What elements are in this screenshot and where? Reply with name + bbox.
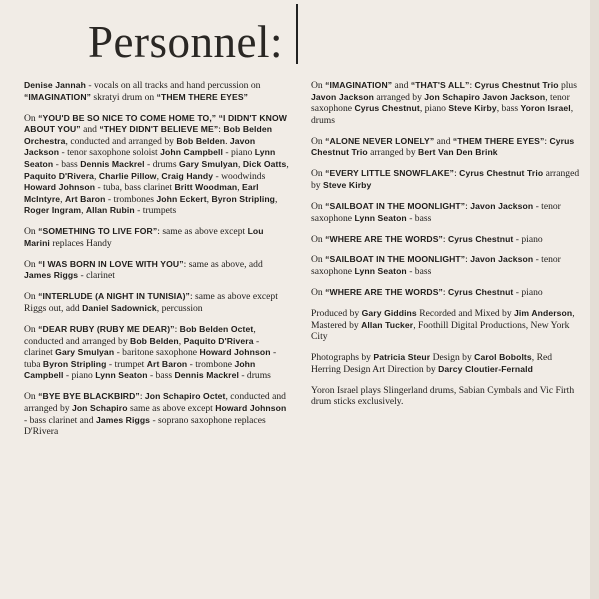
credit-name: “BYE BYE BLACKBIRD”: [38, 391, 140, 402]
credit-text: On: [311, 287, 326, 299]
credit-text: On: [24, 258, 39, 270]
credit-name: James Riggs: [95, 414, 151, 425]
credit-text: - trumpets: [134, 205, 177, 217]
credit-name: “SAILBOAT IN THE MOONLIGHT”: [325, 200, 466, 211]
credit-text: On: [311, 233, 326, 245]
credit-name: John Campbell: [160, 147, 224, 158]
credit-name: Allan Tucker: [361, 319, 414, 330]
credit-text: , bass: [496, 103, 521, 115]
credit-text: On: [24, 291, 39, 303]
credit-text: :: [139, 391, 145, 403]
credit-paragraph: [311, 201, 583, 224]
credit-text: - bass clarinet and: [24, 414, 96, 426]
credit-name: Allan Rubin: [85, 205, 135, 216]
credit-text: Photographs by: [311, 352, 374, 364]
credit-text: - piano: [63, 370, 96, 382]
credit-name: Bert Van Den Brink: [418, 147, 498, 158]
credit-name: Earl McIntyre: [24, 182, 259, 204]
credit-text: Yoron Israel plays Slingerland drums, Sabian Cymbals and Vic Firth drum sticks exclusively.: [311, 384, 575, 408]
credit-text: ,: [178, 335, 184, 347]
credit-text: ,: [286, 158, 289, 170]
credit-text: On: [24, 391, 39, 403]
credit-text: On: [311, 80, 326, 91]
credit-text: and: [80, 124, 100, 136]
credit-text: ,: [156, 170, 162, 182]
credit-text: ,: [275, 193, 278, 205]
credit-name: Javon Jackson: [24, 135, 256, 158]
credit-paragraph: [24, 80, 290, 103]
credit-paragraph: [311, 385, 583, 408]
credit-text: On: [24, 226, 39, 238]
credit-name: Art Baron: [64, 193, 106, 204]
credit-name: Patricia Steur: [373, 352, 431, 363]
credit-name: Yoron Israel: [520, 103, 571, 114]
credit-text: On: [24, 112, 39, 124]
credit-text: :: [454, 168, 460, 180]
credit-name: “SAILBOAT IN THE MOONLIGHT”: [325, 254, 466, 265]
credit-text: , Foothill Digital Productions, New York City: [311, 319, 570, 343]
credit-text: - drums: [238, 370, 271, 382]
credit-name: Roger Ingram: [24, 205, 82, 216]
credit-text: :: [442, 233, 448, 245]
credit-text: , percussion: [156, 303, 203, 315]
credit-text: :: [469, 80, 475, 91]
credit-text: , conducted and arranged by: [24, 391, 286, 414]
credit-name: Charlie Pillow: [98, 170, 157, 181]
credit-name: Art Baron: [146, 358, 188, 369]
credit-text: , conducted and arranged by: [24, 324, 256, 347]
credit-text: - tuba, bass clarinet: [95, 182, 175, 194]
credit-text: - piano: [513, 287, 543, 299]
credit-text: - vocals on all tracks and hand percussion on: [85, 80, 261, 91]
credit-text: arranged by: [311, 168, 580, 191]
credit-text: ,: [94, 170, 99, 182]
credit-name: Paquito D'Rivera: [24, 170, 95, 181]
credit-name: “WHERE ARE THE WORDS”: [325, 233, 443, 244]
credit-text: Recorded and Mixed by: [416, 308, 515, 320]
credit-name: “THEM THERE EYES”: [156, 91, 249, 102]
credit-text: , tenor saxophone: [311, 91, 570, 115]
credit-name: Paquito D'Rivera: [183, 335, 254, 346]
credit-text: ,: [81, 205, 86, 217]
credit-text: - baritone saxophone: [114, 347, 200, 359]
credit-name: “I WAS BORN IN LOVE WITH YOU”: [38, 258, 184, 269]
credit-name: “SOMETHING TO LIVE FOR”: [38, 226, 158, 237]
credit-name: Javon Jackson: [470, 254, 534, 265]
credit-text: plus: [558, 80, 577, 91]
credit-text: skratyi drum on: [91, 91, 157, 103]
credit-text: .: [225, 135, 230, 147]
credit-text: ,: [60, 193, 65, 205]
credit-name: Daniel Sadownick: [82, 303, 157, 314]
credit-text: - drums: [144, 158, 180, 170]
credit-text: - trumpet: [106, 358, 147, 370]
credit-name: Gary Smulyan: [55, 347, 115, 358]
credit-name: “DEAR RUBY (RUBY ME DEAR)”: [38, 324, 175, 335]
page-title: Personnel:: [88, 17, 283, 67]
credit-name: “THEM THERE EYES”: [452, 135, 545, 146]
credit-name: Lynn Seaton: [24, 147, 276, 169]
credit-paragraph: [311, 80, 583, 126]
credit-text: replaces Handy: [49, 237, 112, 249]
credit-name: Bob Belden Orchestra: [24, 124, 273, 146]
credit-text: :: [174, 324, 180, 336]
credit-name: Jim Anderson: [514, 308, 573, 319]
credit-text: - bass: [406, 266, 432, 278]
credit-text: - trombone: [187, 358, 235, 370]
credit-text: On: [311, 254, 326, 266]
credit-name: John Eckert: [156, 193, 207, 204]
credit-name: Darcy Cloutier-Fernald: [438, 363, 533, 374]
credit-name: “ALONE NEVER LONELY”: [325, 135, 435, 146]
credit-name: Lou Marini: [24, 226, 264, 248]
title-divider-line: [296, 4, 298, 64]
credit-paragraph: [311, 234, 583, 246]
credit-name: Jon Schapiro: [71, 403, 128, 413]
credit-name: Dennis Mackrel: [80, 158, 145, 169]
credit-text: - tenor saxophone: [311, 254, 561, 278]
credit-text: , conducted and arranged by: [65, 135, 177, 147]
credit-text: :: [465, 200, 471, 212]
credit-text: : same as above, add: [183, 258, 263, 270]
credit-text: :: [544, 135, 550, 147]
credit-name: Lynn Seaton: [354, 212, 407, 223]
credit-name: “WHERE ARE THE WORDS”: [325, 287, 443, 298]
credit-text: On: [24, 324, 39, 336]
credit-name: Carol Bobolts: [474, 352, 532, 363]
credit-name: Cyrus Chestnut Trio: [474, 80, 559, 90]
credit-name: Howard Johnson: [24, 182, 96, 193]
credit-text: arranged by: [367, 147, 419, 159]
credit-name: “INTERLUDE (A NIGHT IN TUNISIA)”: [38, 291, 190, 302]
credit-text: :: [442, 287, 448, 299]
credit-name: “THAT'S ALL”: [410, 80, 470, 90]
credit-name: Bob Belden: [176, 135, 226, 146]
credit-name: Bob Belden: [130, 335, 179, 346]
credit-text: - clarinet: [24, 335, 260, 359]
credit-name: Lynn Seaton: [95, 370, 148, 381]
credit-text: On: [311, 168, 326, 180]
credit-name: Gary Smulyan: [179, 158, 239, 169]
credit-paragraph: [24, 324, 290, 382]
credit-text: arranged by: [373, 91, 425, 103]
credit-text: :: [465, 254, 471, 266]
credit-name: Gary Giddins: [361, 308, 417, 319]
credit-text: - bass: [53, 158, 81, 170]
credit-text: - woodwinds: [213, 170, 266, 182]
credit-name: Cyrus Chestnut: [354, 103, 420, 114]
credit-name: Craig Handy: [161, 170, 214, 181]
credit-name: John Campbell: [24, 358, 256, 381]
credit-name: “IMAGINATION”: [325, 80, 393, 90]
credit-name: Bob Belden Octet: [179, 324, 254, 335]
credit-text: - soprano saxophone replaces D'Rivera: [24, 414, 266, 438]
credit-paragraph: [311, 308, 583, 343]
credit-name: Howard Johnson: [199, 347, 271, 358]
credit-name: “IMAGINATION”: [24, 91, 92, 102]
credit-name: Javon Jackson: [311, 91, 374, 102]
credit-name: Jon Schapiro Octet: [144, 391, 226, 402]
credit-paragraph: [24, 291, 290, 314]
right-credits-column: [311, 80, 583, 417]
credit-text: ,: [238, 158, 243, 170]
credit-name: Dennis Mackrel: [174, 370, 239, 381]
credit-text: - tuba: [24, 347, 277, 370]
credit-name: Byron Stripling: [211, 193, 276, 204]
credit-text: - bass: [147, 370, 175, 382]
credit-text: Produced by: [311, 308, 362, 320]
credit-paragraph: [24, 391, 290, 437]
credit-name: “EVERY LITTLE SNOWFLAKE”: [325, 168, 455, 179]
credit-name: Cyrus Chestnut Trio: [459, 168, 544, 179]
credit-name: Jon Schapiro: [424, 91, 480, 102]
credit-paragraph: [311, 136, 583, 159]
credit-name: Cyrus Chestnut: [448, 233, 514, 244]
credit-name: “YOU'D BE SO NICE TO COME HOME TO,”: [38, 112, 217, 123]
credit-paragraph: [311, 287, 583, 299]
credit-text: and: [392, 80, 411, 91]
credit-text: Design by: [430, 352, 475, 364]
credit-name: Denise Jannah: [24, 80, 86, 90]
credit-name: Cyrus Chestnut Trio: [311, 135, 575, 158]
credit-name: “I DIDN'T KNOW ABOUT YOU”: [24, 112, 287, 135]
credit-name: Steve Kirby: [448, 103, 497, 114]
credit-text: and: [434, 135, 453, 147]
credit-text: , Mastered by: [311, 308, 575, 331]
credit-paragraph: [311, 168, 583, 191]
credit-text: , Red Herring Design Art Direction by: [311, 352, 553, 375]
credit-paragraph: [24, 259, 290, 282]
credit-text: - trombones: [105, 193, 157, 205]
credit-text: - piano: [223, 147, 255, 159]
credit-name: James Riggs: [24, 270, 79, 281]
credit-name: Howard Johnson: [215, 403, 287, 413]
credit-text: - tenor saxophone soloist: [59, 147, 161, 159]
credit-text: : same as above except Riggs out, add: [24, 291, 278, 315]
credit-text: - bass: [406, 212, 432, 224]
credit-text: ,: [237, 182, 243, 194]
credit-paragraph: [311, 254, 583, 277]
credit-paragraph: [24, 113, 290, 217]
page-edge-shadow: [590, 0, 599, 599]
credit-paragraph: [311, 352, 583, 375]
credit-text: On: [311, 200, 326, 212]
credit-name: Lynn Seaton: [354, 266, 407, 277]
credit-text: On: [311, 135, 326, 147]
credit-name: Byron Stripling: [42, 358, 107, 369]
left-credits-column: [24, 80, 290, 447]
credit-text: : same as above except: [157, 226, 248, 238]
credit-text: - tenor saxophone: [311, 200, 561, 224]
credit-text: , drums: [311, 103, 574, 126]
credit-name: Javon Jackson: [470, 200, 534, 211]
credit-name: Britt Woodman: [174, 182, 238, 193]
credit-name: “THEY DIDN'T BELIEVE ME”: [99, 124, 219, 135]
credit-text: , piano: [419, 103, 449, 115]
credit-text: :: [218, 124, 224, 136]
credit-name: Cyrus Chestnut: [448, 287, 514, 298]
credit-paragraph: [24, 226, 290, 249]
credit-text: ,: [206, 193, 212, 205]
credit-text: same as above except: [127, 403, 216, 414]
credit-name: Steve Kirby: [323, 179, 372, 190]
credit-name: Dick Oatts: [242, 158, 287, 169]
credit-name: Javon Jackson: [482, 91, 546, 102]
credit-text: - clarinet: [78, 270, 115, 282]
credit-text: - piano: [513, 233, 543, 245]
